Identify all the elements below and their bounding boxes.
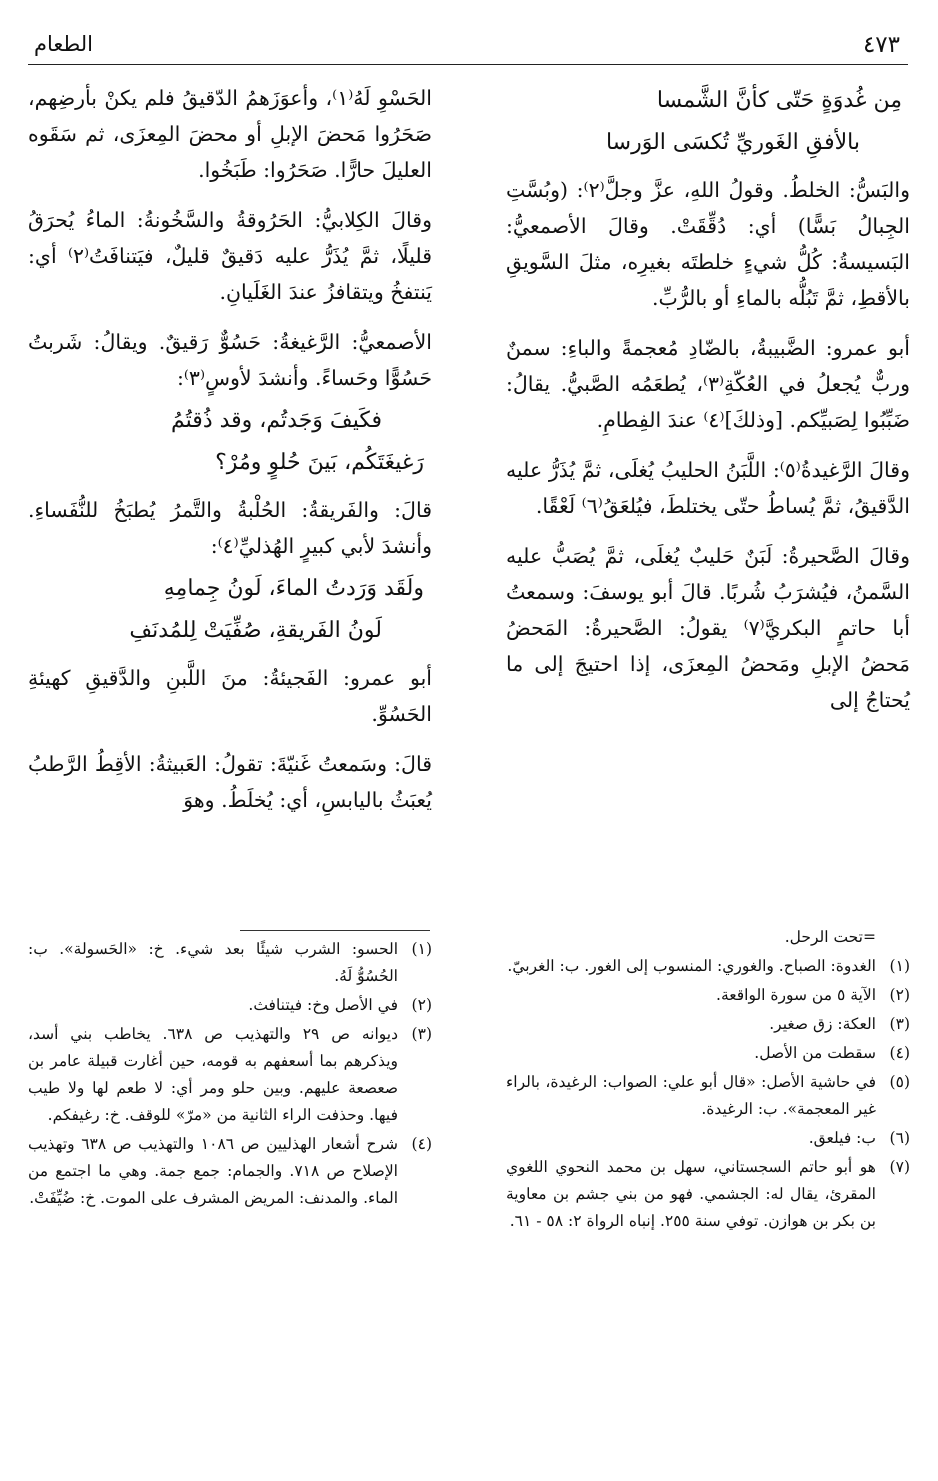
footnote-continuation: =تحت الرحل.	[784, 928, 876, 946]
page-number: ٤٧٣	[862, 32, 900, 58]
footnote-text: الآية ٥ من سورة الواقعة.	[716, 986, 876, 1004]
verse-hemistich: لَونُ الفَريقةِ، صُفِّيَتْ لِلمُدنَفِ	[129, 618, 382, 643]
footnote	[506, 1040, 910, 1067]
paragraph: وقالَ الصَّحيرةُ: لَبَنٌ حَليبٌ يُغلَى، ثمَّ يُصَبُّ عليه السَّمنُ، فيُشرَبُ شُربًا. قالَ أبو يوسفَ: وسمعتُ أبا حاتمٍ البكريَّ⁽٧⁾ يقولُ: الصَّحيرةُ: المَحضُ مَحضُ الإبلِ ومَحضُ المِعزَى، إذا احتيجَ إلى ما يُحتاجُ إلى	[506, 544, 910, 712]
verse-line	[28, 610, 432, 652]
footnote-number: (٢)	[411, 996, 432, 1014]
footnote-text: في الأصل وخ: فيتنافث.	[248, 996, 398, 1014]
footnote-number: (٥)	[889, 1073, 910, 1091]
footnote-text: العكة: زق صغير.	[769, 1015, 876, 1033]
paragraph: أبو عمرو: الفَجيئةُ: منَ اللَّبنِ والدَّقيقِ كهيئةِ الحَسُوِّ.	[28, 666, 432, 726]
footnote	[506, 1154, 910, 1235]
verse-line	[506, 122, 910, 164]
footnote-number: (٦)	[889, 1129, 910, 1147]
verse-line	[506, 80, 910, 122]
left-column	[28, 80, 432, 832]
footnote	[506, 1125, 910, 1152]
verse-hemistich: مِن غُدوَةٍ حَتّى كأنَّ الشَّمسا	[656, 88, 902, 113]
footnote-text: الحسو: الشرب شيئًا بعد شيء. خ: «الحَسولة». ب: الحُسُوُّ لَهُ.	[28, 940, 398, 985]
paragraph: وقالَ الكِلابيُّ: الحَرُوقةُ والسَّخُونةُ: الماءُ يُحرَقُ قليلًا، ثمَّ يُذَرُّ عليه دَقيقٌ قليلٌ، فيَتنافَتُ⁽٢⁾ أي: يَنتفخُ ويتقافزُ عندَ الغَلَيانِ.	[28, 208, 432, 304]
paragraph: الحَسْوِ لَهُ⁽١⁾، وأعوَزَهمُ الدّقيقُ فلم يكنْ بأرضِهم، صَحَرُوا مَحضَ الإبلِ أو محضَ المِعزَى، ثم سَقَوه العليلَ حارًّا. صَحَرُوا: طَبَخُوا.	[28, 86, 432, 182]
footnote-number: (١)	[889, 957, 910, 975]
footnote-number: (٤)	[889, 1044, 910, 1062]
footnote-text: في حاشية الأصل: «قال أبو علي: الصواب: الرغيدة، بالراء غير المعجمة». ب: الرغيدة.	[506, 1073, 876, 1118]
footnote-text: ب: فيلعق.	[808, 1129, 876, 1147]
footnote-number: (١)	[411, 940, 432, 958]
footnote	[506, 1011, 910, 1038]
footnote	[28, 1021, 432, 1129]
paragraph: أبو عمرو: الضَّبيبةُ، بالضّادِ مُعجمةً والباءِ: سمنٌ وربٌّ يُجعلُ في العُكّةِ⁽٣⁾، يُطعَمُه الصَّبيُّ. يقالُ: ضَبِّبُوا لِصَبيِّكم. [وذلكَ]⁽٤⁾ عندَ الفِطامِ.	[506, 336, 910, 432]
paragraph: قالَ: وسَمعتُ غَنيّةَ: تقولُ: العَبيثةُ: الأقِطُ الرَّطبُ يُعبَثُ باليابسِ، أي: يُخلَطُ. وهوَ	[28, 752, 432, 812]
footnote-text: هو أبو حاتم السجستاني، سهل بن محمد النحوي اللغوي المقرئ، يقال له: الجشمي. فهو من بني جشم بن معاوية بن بكر بن هوازن. توفي سنة ٢٥٥. إنباه الرواة ٢: ٥٨ - ٦١.	[506, 1158, 876, 1230]
footnote-number: (٣)	[411, 1025, 432, 1043]
verse-line	[28, 442, 432, 484]
page-header	[28, 26, 908, 65]
footnote-text: الغدوة: الصباح. والغوري: المنسوب إلى الغور. ب: الغربيّ.	[507, 957, 876, 975]
footnote	[506, 953, 910, 980]
footnote-text: سقطت من الأصل.	[754, 1044, 876, 1062]
footnote	[506, 982, 910, 1009]
footnote-text: ديوانه ص ٢٩ والتهذيب ص ٦٣٨. يخاطب بني أسد، ويذكرهم بما أسعفهم به قومه، حين أغارت قبيلة عامر بن صعصعة عليهم. وبين حلو ومر أي: لا طعم لها ولا طيب فيها. وحذفت الراء الثانية من «مرّ» للوقف. خ: رغيفكم.	[28, 1025, 398, 1124]
footnote-number: (٣)	[889, 1015, 910, 1033]
verse-hemistich: رَغيغَتَكُم، بَينَ حُلوٍ ومُرْ؟	[215, 450, 424, 475]
footnote-number: (٤)	[411, 1135, 432, 1153]
verse-hemistich: ولَقَد وَرَدتُ الماءَ، لَونُ جِمامِهِ	[163, 576, 424, 601]
footnotes-right	[506, 924, 910, 1237]
footnote-number: (٧)	[889, 1158, 910, 1176]
footnote	[28, 1131, 432, 1212]
paragraph: والبَسُّ: الخلطُ. وقولُ اللهِ، عزَّ وجلَّ⁽٢⁾: (وبُسَّتِ الجِبالُ بَسًّا) أي: دُقِّقَتْ. وقالَ الأصمعيُّ: البَسيسةُ: كُلُّ شيءٍ خلطتَه بغيرِه، مثلَ السَّويقِ بالأقطِ، ثمَّ تَبُلُّه بالماءِ أو بالرُّبِّ.	[506, 178, 910, 310]
right-column	[506, 80, 910, 732]
verse-hemistich: فكَيفَ وَجَدتُم، وقد ذُقتُمُ	[171, 408, 382, 433]
paragraph: قالَ: والفَريقةُ: الحُلْبةُ والتَّمرُ يُطبَخُ للنُّفَساءِ. وأنشدَ لأبي كبيرٍ الهُذليِّ⁽٤⁾:	[28, 498, 432, 558]
footnote-text: شرح أشعار الهذليين ص ١٠٨٦ والتهذيب ص ٦٣٨ وتهذيب الإصلاح ص ٧١٨. والجمام: جمع جمة. وهي ما اجتمع من الماء. والمدنف: المريض المشرف على الموت. خ: ضُيِّفَتْ.	[28, 1135, 398, 1207]
verse-line	[28, 568, 432, 610]
footnote	[28, 936, 432, 990]
paragraph: الأصمعيُّ: الرَّغيغةُ: حَسُوٌّ رَقيقٌ. ويقالُ: شَربتُ حَسُوًّا وحَساءً. وأنشدَ لأوسٍ⁽٣⁾:	[28, 330, 432, 390]
footnote	[506, 1069, 910, 1123]
footnote-number: (٢)	[889, 986, 910, 1004]
paragraph: وقالَ الرَّغيدةُ⁽٥⁾: اللَّبَنُ الحليبُ يُغلَى، ثمَّ يُذَرُّ عليه الدَّقيقُ، ثمَّ يُساطُ حتّى يختلطَ، فيُلعَقُ⁽٦⁾ لَعْقًا.	[506, 458, 910, 518]
verse-line	[28, 400, 432, 442]
footnotes-left	[28, 936, 432, 1214]
footnote	[28, 992, 432, 1019]
footnote-separator	[240, 930, 430, 931]
verse-hemistich: بالأفقِ الغَوريِّ تُكسَى الوَرسا	[605, 130, 860, 155]
running-title: الطعام	[34, 32, 93, 56]
